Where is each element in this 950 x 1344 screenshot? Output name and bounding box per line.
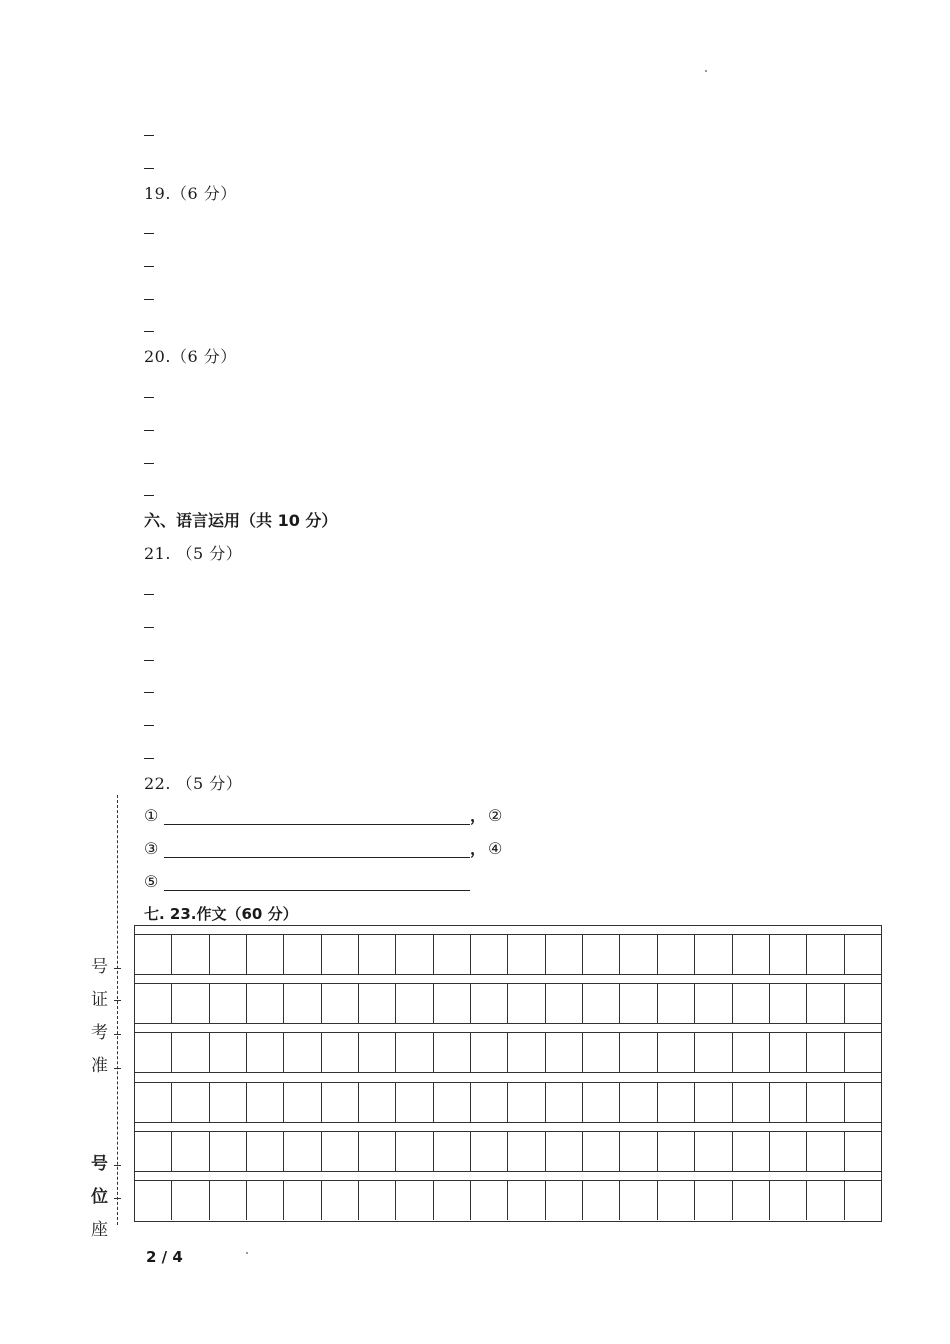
blank-5-line[interactable]: [164, 890, 470, 891]
grid-cell[interactable]: [359, 1180, 396, 1220]
grid-cell[interactable]: [284, 1082, 321, 1122]
grid-cell[interactable]: [583, 1131, 620, 1171]
exam-id-char: 考: [91, 1023, 108, 1043]
blank-4-marker: ④: [488, 839, 503, 858]
grid-cell[interactable]: [807, 1082, 844, 1122]
grid-cell[interactable]: [434, 1082, 471, 1122]
grid-cell[interactable]: [620, 1082, 657, 1122]
grid-cell[interactable]: [695, 1131, 732, 1171]
grid-cell[interactable]: [284, 934, 321, 974]
scan-speck: [246, 1252, 248, 1254]
question-21-label: 21. （5 分）: [144, 544, 243, 563]
grid-cell[interactable]: [135, 1131, 172, 1171]
grid-cell[interactable]: [546, 1032, 583, 1072]
grid-cell[interactable]: [733, 934, 770, 974]
grid-cell[interactable]: [546, 1180, 583, 1220]
question-22-label: 22. （5 分）: [144, 774, 243, 793]
binding-tick: [114, 1198, 121, 1199]
grid-cell[interactable]: [695, 983, 732, 1023]
answer-line: [144, 430, 154, 431]
section-6-heading: 六、语言运用（共 10 分）: [144, 511, 338, 530]
grid-cell[interactable]: [770, 1131, 807, 1171]
section-7-heading: 七. 23.作文（60 分）: [144, 905, 298, 923]
grid-cell[interactable]: [733, 1131, 770, 1171]
question-19-label: 19.（6 分）: [144, 184, 237, 203]
grid-cell[interactable]: [658, 1082, 695, 1122]
grid-cell[interactable]: [620, 1032, 657, 1072]
grid-cell[interactable]: [508, 1032, 545, 1072]
grid-cell[interactable]: [434, 934, 471, 974]
grid-cell[interactable]: [396, 1082, 433, 1122]
grid-rule: [135, 934, 881, 935]
answer-line: [144, 692, 154, 693]
answer-line: [144, 299, 154, 300]
binding-tick: [114, 1034, 121, 1035]
grid-cell[interactable]: [247, 1180, 284, 1220]
grid-cell[interactable]: [770, 1082, 807, 1122]
grid-cell[interactable]: [359, 1032, 396, 1072]
grid-cell[interactable]: [583, 1032, 620, 1072]
grid-cell[interactable]: [247, 1032, 284, 1072]
grid-cell[interactable]: [172, 1180, 209, 1220]
answer-line: [144, 233, 154, 234]
page-number: 2 / 4: [146, 1248, 183, 1266]
grid-cell[interactable]: [807, 1032, 844, 1072]
composition-grid[interactable]: [134, 925, 882, 1222]
grid-cell[interactable]: [434, 1131, 471, 1171]
binding-tick: [114, 1000, 121, 1001]
seat-no-char: 座: [91, 1220, 108, 1240]
exam-id-char: 准: [91, 1056, 108, 1076]
grid-cell[interactable]: [210, 1032, 247, 1072]
grid-row: [135, 1131, 881, 1171]
grid-cell[interactable]: [658, 983, 695, 1023]
scan-speck: [705, 70, 707, 72]
blank-3-line[interactable]: [164, 857, 470, 858]
answer-line: [144, 331, 154, 332]
grid-cell[interactable]: [658, 1032, 695, 1072]
grid-cell[interactable]: [172, 983, 209, 1023]
answer-line: [144, 758, 154, 759]
grid-cell[interactable]: [770, 1180, 807, 1220]
grid-cell[interactable]: [733, 983, 770, 1023]
grid-cell[interactable]: [845, 1180, 881, 1220]
grid-rule: [135, 1171, 881, 1172]
grid-cell[interactable]: [620, 1131, 657, 1171]
exam-id-char: 号: [91, 957, 108, 977]
grid-cell[interactable]: [322, 1131, 359, 1171]
answer-line: [144, 135, 154, 136]
grid-rule: [135, 1023, 881, 1024]
grid-rule: [135, 1082, 881, 1083]
seat-no-char: 位: [91, 1187, 108, 1207]
grid-cell[interactable]: [583, 1180, 620, 1220]
answer-line: [144, 495, 154, 496]
grid-cell[interactable]: [322, 1180, 359, 1220]
grid-cell[interactable]: [396, 1032, 433, 1072]
grid-cell[interactable]: [658, 934, 695, 974]
blank-2-marker: ②: [488, 806, 503, 825]
grid-cell[interactable]: [135, 934, 172, 974]
grid-cell[interactable]: [172, 934, 209, 974]
grid-cell[interactable]: [135, 983, 172, 1023]
grid-cell[interactable]: [845, 983, 881, 1023]
grid-cell[interactable]: [845, 1131, 881, 1171]
answer-line: [144, 397, 154, 398]
grid-cell[interactable]: [359, 983, 396, 1023]
grid-row: [135, 1180, 881, 1220]
grid-cell[interactable]: [508, 983, 545, 1023]
seat-no-char: 号: [91, 1154, 108, 1174]
grid-cell[interactable]: [845, 1082, 881, 1122]
grid-cell[interactable]: [434, 1180, 471, 1220]
grid-cell[interactable]: [135, 1032, 172, 1072]
grid-cell[interactable]: [658, 1131, 695, 1171]
grid-cell[interactable]: [471, 1131, 508, 1171]
grid-cell[interactable]: [359, 1131, 396, 1171]
blank-row-3: [144, 871, 484, 893]
grid-cell[interactable]: [620, 983, 657, 1023]
grid-cell[interactable]: [284, 1180, 321, 1220]
grid-cell[interactable]: [172, 1032, 209, 1072]
grid-cell[interactable]: [210, 934, 247, 974]
grid-cell[interactable]: [695, 1032, 732, 1072]
grid-cell[interactable]: [508, 934, 545, 974]
grid-cell[interactable]: [546, 1131, 583, 1171]
grid-cell[interactable]: [135, 1180, 172, 1220]
grid-cell[interactable]: [210, 1180, 247, 1220]
grid-cell[interactable]: [434, 1032, 471, 1072]
grid-cell[interactable]: [359, 934, 396, 974]
grid-rule: [135, 1122, 881, 1123]
grid-cell[interactable]: [322, 934, 359, 974]
grid-cell[interactable]: [695, 934, 732, 974]
grid-cell[interactable]: [770, 1032, 807, 1072]
grid-row: [135, 1082, 881, 1122]
grid-cell[interactable]: [733, 1180, 770, 1220]
grid-cell[interactable]: [508, 1082, 545, 1122]
binding-dashed-line: [117, 795, 118, 1225]
question-20-label: 20.（6 分）: [144, 347, 237, 366]
blank-3-marker: ③: [144, 839, 159, 858]
grid-rule: [135, 974, 881, 975]
comma: ，: [470, 839, 487, 858]
grid-row: [135, 934, 881, 974]
answer-line: [144, 725, 154, 726]
grid-cell[interactable]: [247, 1131, 284, 1171]
grid-cell[interactable]: [284, 1131, 321, 1171]
grid-cell[interactable]: [396, 1131, 433, 1171]
grid-cell[interactable]: [695, 1082, 732, 1122]
grid-cell[interactable]: [583, 1082, 620, 1122]
grid-cell[interactable]: [695, 1180, 732, 1220]
grid-row: [135, 983, 881, 1023]
grid-cell[interactable]: [471, 1032, 508, 1072]
grid-rule: [135, 1131, 881, 1132]
grid-cell[interactable]: [733, 1032, 770, 1072]
grid-cell[interactable]: [284, 1032, 321, 1072]
grid-cell[interactable]: [770, 983, 807, 1023]
grid-cell[interactable]: [247, 1082, 284, 1122]
grid-cell[interactable]: [583, 934, 620, 974]
exam-id-char: 证: [91, 990, 108, 1010]
grid-cell[interactable]: [396, 983, 433, 1023]
binding-tick: [114, 968, 121, 969]
grid-cell[interactable]: [210, 1131, 247, 1171]
grid-cell[interactable]: [845, 1032, 881, 1072]
grid-cell[interactable]: [546, 983, 583, 1023]
grid-cell[interactable]: [471, 983, 508, 1023]
grid-cell[interactable]: [508, 1180, 545, 1220]
grid-cell[interactable]: [172, 1082, 209, 1122]
grid-cell[interactable]: [620, 934, 657, 974]
grid-rule: [135, 1032, 881, 1033]
answer-line: [144, 463, 154, 464]
grid-cell[interactable]: [322, 1082, 359, 1122]
grid-cell[interactable]: [770, 934, 807, 974]
grid-cell[interactable]: [210, 983, 247, 1023]
grid-cell[interactable]: [658, 1180, 695, 1220]
grid-cell[interactable]: [172, 1131, 209, 1171]
grid-rule: [135, 1180, 881, 1181]
grid-cell[interactable]: [733, 1082, 770, 1122]
grid-cell[interactable]: [620, 1180, 657, 1220]
binding-tick: [114, 1068, 121, 1069]
comma: ，: [470, 806, 487, 825]
grid-cell[interactable]: [396, 1180, 433, 1220]
blank-1-marker: ①: [144, 806, 159, 825]
grid-cell[interactable]: [845, 934, 881, 974]
answer-line: [144, 627, 154, 628]
grid-cell[interactable]: [434, 983, 471, 1023]
blank-1-line[interactable]: [164, 824, 470, 825]
grid-cell[interactable]: [210, 1082, 247, 1122]
binding-tick: [114, 1165, 121, 1166]
grid-row: [135, 1032, 881, 1072]
grid-cell[interactable]: [807, 1131, 844, 1171]
grid-cell[interactable]: [135, 1082, 172, 1122]
answer-line: [144, 594, 154, 595]
answer-line: [144, 168, 154, 169]
grid-cell[interactable]: [322, 1032, 359, 1072]
grid-cell[interactable]: [508, 1131, 545, 1171]
grid-cell[interactable]: [471, 1082, 508, 1122]
grid-cell[interactable]: [247, 983, 284, 1023]
grid-cell[interactable]: [807, 1180, 844, 1220]
grid-cell[interactable]: [546, 1082, 583, 1122]
grid-cell[interactable]: [284, 983, 321, 1023]
grid-cell[interactable]: [546, 934, 583, 974]
grid-cell[interactable]: [807, 983, 844, 1023]
grid-cell[interactable]: [247, 934, 284, 974]
answer-line: [144, 266, 154, 267]
answer-line: [144, 660, 154, 661]
grid-rule: [135, 1072, 881, 1073]
grid-cell[interactable]: [359, 1082, 396, 1122]
grid-cell[interactable]: [471, 1180, 508, 1220]
grid-cell[interactable]: [583, 983, 620, 1023]
grid-rule: [135, 983, 881, 984]
grid-cell[interactable]: [807, 934, 844, 974]
blank-row-2: [144, 838, 524, 860]
grid-cell[interactable]: [396, 934, 433, 974]
blank-5-marker: ⑤: [144, 872, 159, 891]
grid-cell[interactable]: [322, 983, 359, 1023]
grid-cell[interactable]: [471, 934, 508, 974]
blank-row-1: [144, 805, 524, 827]
